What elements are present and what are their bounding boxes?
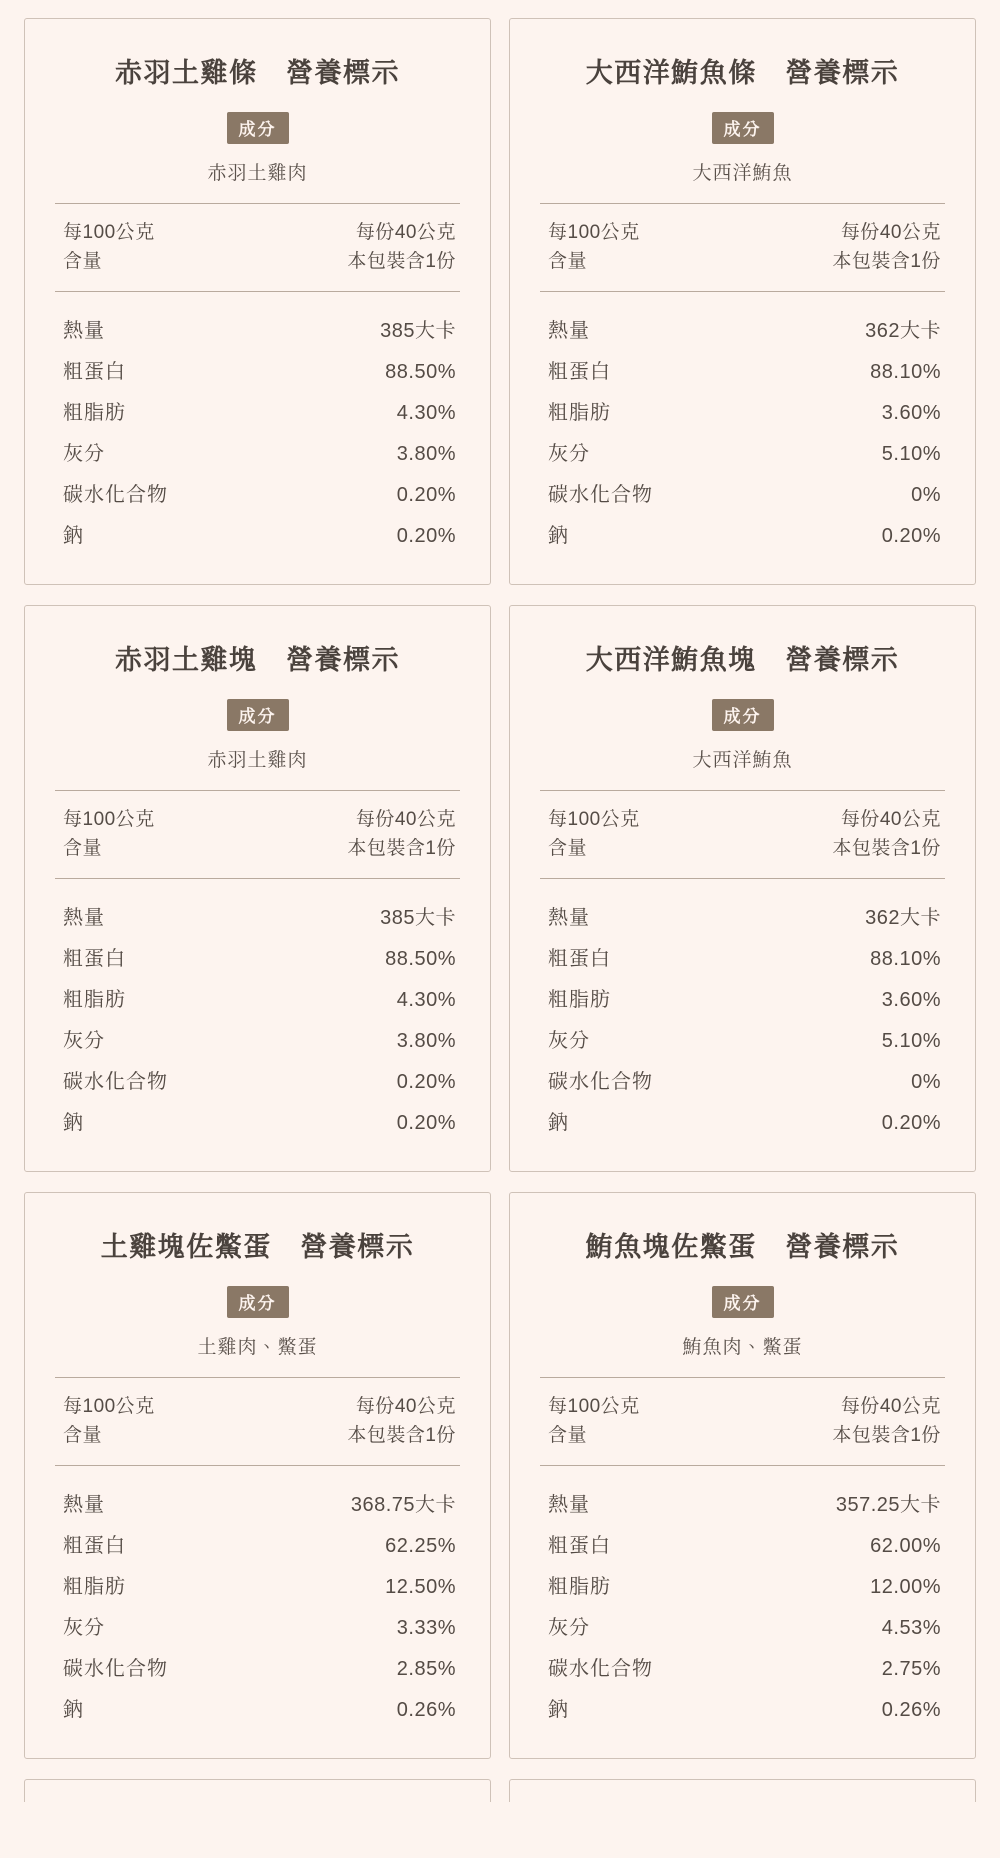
nutrient-value: 88.10% [870,947,941,970]
nutrient-value: 0.20% [881,524,941,547]
nutrient-value: 5.10% [881,442,941,465]
nutrient-value: 3.80% [396,442,456,465]
table-row [540,936,945,977]
table-row [55,895,460,936]
table-row [540,895,945,936]
nutrition-card [24,18,491,585]
nutrient-value: 357.25大卡 [835,1493,941,1516]
nutrient-name: 粗蛋白 [63,360,126,383]
serving-size-info [832,805,941,864]
nutrient-name: 粗蛋白 [63,1534,126,1557]
ingredients-text: 大西洋鮪魚 [692,749,793,771]
ingredient-badge: 成分 [712,699,774,731]
nutrient-name: 碳水化合物 [548,1070,653,1093]
package-servings: 本包裝含1份 [832,1425,941,1447]
serving-size: 每份40公克 [840,222,941,243]
serving-size-info [832,218,941,277]
nutrient-name: 粗脂肪 [548,988,611,1011]
table-row [540,1564,945,1605]
table-row [540,1482,945,1523]
ingredient-badge: 成分 [227,1286,289,1318]
nutrition-rows [540,292,945,554]
package-servings: 本包裝含1份 [347,1425,456,1447]
nutrient-name: 熱量 [548,1493,590,1516]
table-row [55,977,460,1018]
card-title: 鮪魚塊佐鱉蛋 營養標示 [585,1231,900,1262]
serving-info [540,204,945,291]
card-title: 赤羽土雞塊 營養標示 [115,644,400,675]
nutrient-name: 灰分 [548,1616,590,1639]
table-row [55,1482,460,1523]
nutrition-rows [55,1466,460,1728]
nutrient-name: 灰分 [63,1029,105,1052]
serving-basis [548,1392,640,1451]
table-row [55,1100,460,1141]
nutrient-name: 碳水化合物 [548,1657,653,1680]
nutrient-name: 灰分 [63,1616,105,1639]
nutrient-value: 62.00% [870,1534,941,1557]
serving-size: 每份40公克 [355,808,456,830]
nutrient-name: 鈉 [548,524,569,547]
nutrient-name: 熱量 [548,319,590,342]
serving-basis-sub: 含量 [548,838,588,860]
nutrition-rows [540,1466,945,1728]
nutrient-value: 0.20% [396,1111,456,1134]
nutrient-value: 12.00% [870,1575,941,1598]
table-row [540,977,945,1018]
serving-basis [548,218,640,277]
serving-basis-main: 每100公克 [548,222,640,243]
table-row [55,1646,460,1687]
serving-basis [548,805,640,864]
ingredient-badge-row [55,1286,460,1318]
table-row [540,1059,945,1100]
nutrient-value: 0% [911,483,941,506]
nutrient-name: 粗脂肪 [63,401,126,424]
nutrient-value: 2.75% [881,1657,941,1680]
serving-basis-sub: 含量 [63,251,103,273]
nutrient-name: 碳水化合物 [63,483,168,506]
table-row [55,1059,460,1100]
nutrient-name: 碳水化合物 [63,1657,168,1680]
nutrient-name: 鈉 [63,524,84,547]
nutrient-name: 粗蛋白 [548,947,611,970]
nutrient-value: 3.80% [396,1029,456,1052]
serving-info [55,791,460,878]
ingredient-badge-row [55,699,460,731]
table-row [55,1687,460,1728]
serving-info [55,1378,460,1465]
nutrition-card-partial [24,1779,491,1802]
nutrient-name: 灰分 [548,442,590,465]
nutrition-card [509,605,976,1172]
nutrition-card [509,1192,976,1759]
serving-basis-sub: 含量 [63,838,103,860]
nutrient-name: 粗脂肪 [548,401,611,424]
table-row [55,1564,460,1605]
nutrient-value: 4.30% [396,401,456,424]
serving-basis [63,805,155,864]
serving-basis-main: 每100公克 [63,222,155,243]
nutrient-value: 5.10% [881,1029,941,1052]
ingredient-badge: 成分 [227,112,289,144]
ingredients-text: 土雞肉、鱉蛋 [197,1336,318,1358]
nutrient-value: 0.26% [881,1698,941,1721]
nutrient-value: 0.20% [396,483,456,506]
card-title: 土雞塊佐鱉蛋 營養標示 [100,1231,415,1262]
table-row [55,1523,460,1564]
nutrition-card [509,18,976,585]
table-row [55,308,460,349]
ingredient-badge-row [540,699,945,731]
ingredients-text: 鮪魚肉、鱉蛋 [682,1336,803,1358]
nutrient-name: 鈉 [63,1698,84,1721]
table-row [540,390,945,431]
table-row [540,1605,945,1646]
table-row [55,431,460,472]
ingredient-badge: 成分 [227,699,289,731]
nutrient-name: 鈉 [548,1698,569,1721]
nutrient-name: 熱量 [63,319,105,342]
nutrition-card [24,1192,491,1759]
next-cards-preview [24,1779,976,1802]
package-servings: 本包裝含1份 [347,251,456,273]
ingredients-text: 赤羽土雞肉 [207,163,308,184]
nutrient-name: 粗脂肪 [63,1575,126,1598]
table-row [540,1523,945,1564]
serving-info [55,204,460,291]
nutrient-name: 熱量 [63,1493,105,1516]
serving-basis-sub: 含量 [548,1425,588,1447]
nutrient-name: 鈉 [548,1111,569,1134]
nutrient-name: 灰分 [548,1029,590,1052]
serving-basis [63,1392,155,1451]
serving-size: 每份40公克 [840,808,941,830]
serving-size-info [832,1392,941,1451]
serving-basis-main: 每100公克 [63,1395,155,1417]
nutrient-name: 粗蛋白 [548,1534,611,1557]
package-servings: 本包裝含1份 [832,251,941,273]
card-title: 赤羽土雞條 營養標示 [115,58,400,88]
nutrient-name: 熱量 [548,906,590,929]
nutrition-rows [55,879,460,1141]
nutrient-value: 4.53% [881,1616,941,1639]
table-row [540,472,945,513]
nutrient-value: 12.50% [385,1575,456,1598]
nutrient-value: 0.26% [396,1698,456,1721]
nutrient-name: 碳水化合物 [63,1070,168,1093]
nutrient-value: 88.10% [870,360,941,383]
nutrient-value: 362大卡 [865,319,941,342]
nutrition-card-partial [509,1779,976,1802]
serving-info [540,1378,945,1465]
nutrient-value: 0.20% [396,524,456,547]
nutrient-name: 粗脂肪 [548,1575,611,1598]
nutrient-value: 368.75大卡 [350,1493,456,1516]
table-row [55,472,460,513]
serving-size: 每份40公克 [355,1395,456,1417]
table-row [540,431,945,472]
table-row [55,936,460,977]
card-title: 大西洋鮪魚條 營養標示 [585,58,900,88]
nutrient-value: 62.25% [385,1534,456,1557]
nutrient-value: 3.33% [396,1616,456,1639]
table-row [540,308,945,349]
table-row [540,1646,945,1687]
nutrient-value: 0% [911,1070,941,1093]
nutrient-name: 鈉 [63,1111,84,1134]
nutrient-name: 碳水化合物 [548,483,653,506]
ingredient-badge-row [55,112,460,144]
table-row [540,1687,945,1728]
ingredients-text: 赤羽土雞肉 [207,749,308,771]
nutrient-value: 88.50% [385,360,456,383]
nutrition-rows [55,292,460,554]
table-row [55,349,460,390]
nutrition-rows [540,879,945,1141]
nutrient-name: 粗蛋白 [63,947,126,970]
serving-basis [63,218,155,277]
nutrient-name: 熱量 [63,906,105,929]
nutrient-value: 362大卡 [865,906,941,929]
ingredients-text: 大西洋鮪魚 [692,163,793,184]
nutrient-value: 3.60% [881,401,941,424]
nutrient-name: 粗脂肪 [63,988,126,1011]
package-servings: 本包裝含1份 [347,838,456,860]
table-row [55,1018,460,1059]
table-row [55,1605,460,1646]
package-servings: 本包裝含1份 [832,838,941,860]
serving-size-info [347,805,456,864]
ingredient-badge: 成分 [712,1286,774,1318]
ingredient-badge-row [540,1286,945,1318]
card-title: 大西洋鮪魚塊 營養標示 [585,644,900,675]
table-row [540,513,945,554]
serving-basis-sub: 含量 [63,1425,103,1447]
ingredient-badge-row [540,112,945,144]
serving-basis-sub: 含量 [548,251,588,273]
serving-basis-main: 每100公克 [548,1395,640,1417]
nutrient-value: 88.50% [385,947,456,970]
serving-basis-main: 每100公克 [63,808,155,830]
table-row [540,1018,945,1059]
serving-size-info [347,218,456,277]
nutrition-card [24,605,491,1172]
serving-info [540,791,945,878]
serving-basis-main: 每100公克 [548,808,640,830]
nutrient-value: 3.60% [881,988,941,1011]
nutrient-value: 0.20% [396,1070,456,1093]
table-row [540,349,945,390]
serving-size-info [347,1392,456,1451]
table-row [55,390,460,431]
ingredient-badge: 成分 [712,112,774,144]
nutrition-card-grid [24,18,976,1759]
nutrient-value: 385大卡 [380,319,456,342]
table-row [55,513,460,554]
nutrient-value: 385大卡 [380,906,456,929]
nutrient-name: 灰分 [63,442,105,465]
nutrient-name: 粗蛋白 [548,360,611,383]
serving-size: 每份40公克 [355,222,456,243]
serving-size: 每份40公克 [840,1395,941,1417]
nutrient-value: 2.85% [396,1657,456,1680]
table-row [540,1100,945,1141]
nutrient-value: 4.30% [396,988,456,1011]
nutrient-value: 0.20% [881,1111,941,1134]
